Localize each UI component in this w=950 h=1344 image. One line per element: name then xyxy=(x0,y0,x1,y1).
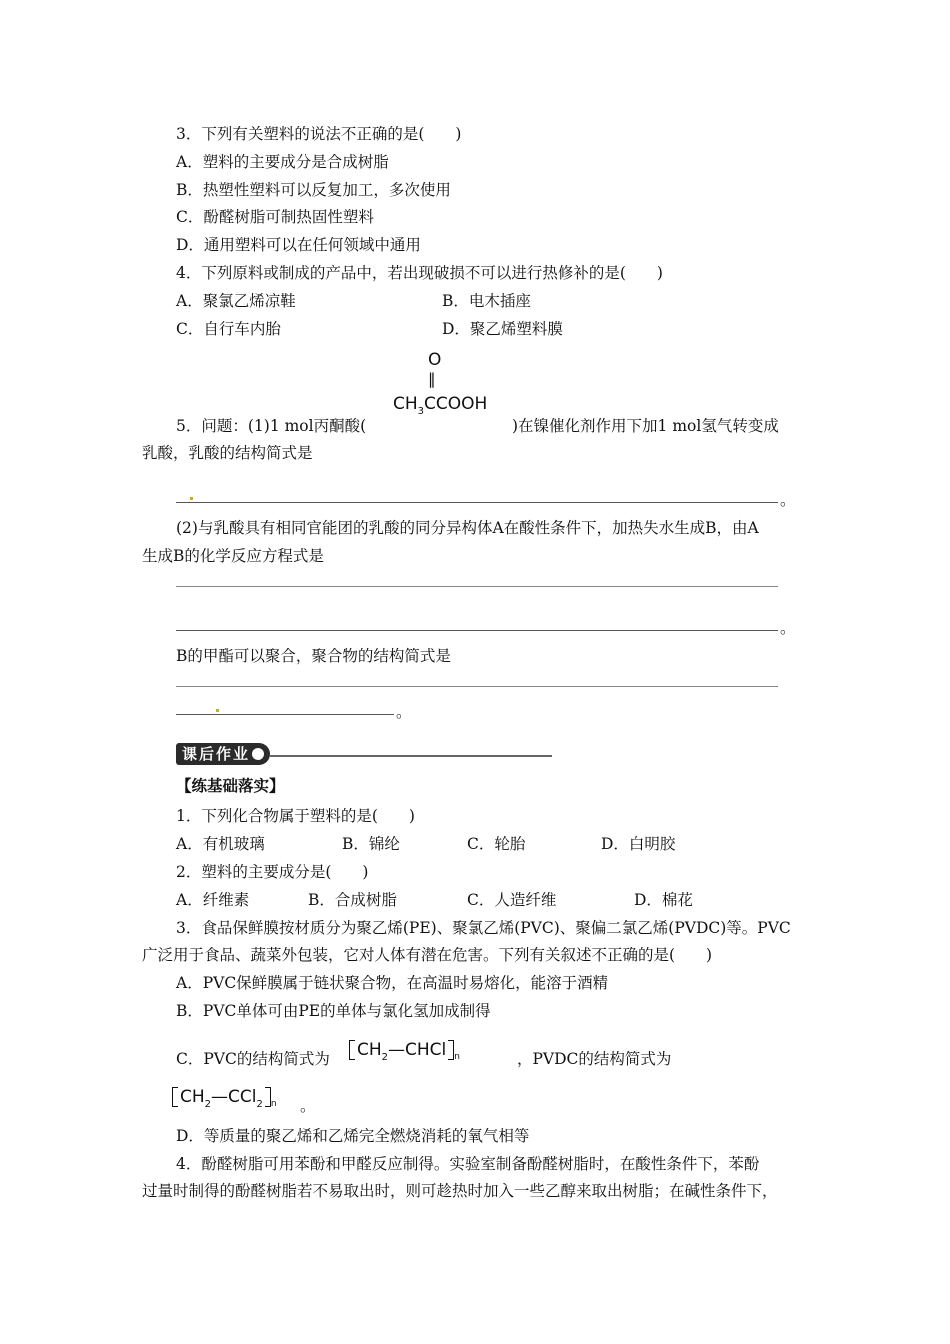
homework-banner-label: 课后作业 xyxy=(182,745,251,763)
bracket-left-icon xyxy=(349,1040,355,1060)
q3-stem: 3．下列有关塑料的说法不正确的是( ) xyxy=(176,125,462,143)
hw-q1-option-a: A．有机玻璃 xyxy=(176,835,265,853)
end-mark: 。 xyxy=(300,1097,316,1115)
answer-line[interactable] xyxy=(176,502,778,503)
hw-q4-line2: 过量时制得的酚醛树脂若不易取出时，则可趁热时加入一些乙醇来取出树脂；在碱性条件下， xyxy=(142,1182,778,1200)
q5-ester-line: B的甲酯可以聚合，聚合物的结构简式是 xyxy=(176,647,451,665)
hw-q2-option-a: A．纤维素 xyxy=(176,891,250,909)
banner-divider xyxy=(270,755,552,757)
answer-line[interactable] xyxy=(176,630,778,631)
hw-q3-option-c-mid: ，PVDC的结构简式为 xyxy=(517,1050,672,1068)
q4-option-d: D．聚乙烯塑料膜 xyxy=(442,320,563,338)
hw-q1-option-c: C．轮胎 xyxy=(467,835,526,853)
bracket-right-icon xyxy=(265,1087,271,1107)
q4-option-a: A．聚氯乙烯凉鞋 xyxy=(176,292,296,310)
mark-dot xyxy=(190,497,193,500)
q4-stem: 4．下列原料或制成的产品中，若出现破损不可以进行热修补的是( ) xyxy=(176,264,663,282)
section-heading: 【练基础落实】 xyxy=(176,776,285,795)
answer-line[interactable] xyxy=(176,714,394,715)
formula-main: $CH_3CCOOH$ xyxy=(393,394,488,417)
hw-q3-option-a: A．PVC保鲜膜属于链状聚合物，在高温时易熔化，能溶于酒精 xyxy=(176,974,609,992)
q4-option-c: C．自行车内胎 xyxy=(176,320,281,338)
hw-q3-option-d: D．等质量的聚乙烯和乙烯完全燃烧消耗的氧气相等 xyxy=(176,1127,530,1145)
q3-option-b: B．热塑性塑料可以反复加工，多次使用 xyxy=(176,181,451,199)
pvc-formula: $CH_2—CHCl$ $_n$ xyxy=(349,1040,460,1060)
q3-option-d: D．通用塑料可以在任何领域中通用 xyxy=(176,236,421,254)
hw-q3-line1: 3．食品保鲜膜按材质分为聚乙烯(PE)、聚氯乙烯(PVC)、聚偏二氯乙烯(PVDC)等。PVC xyxy=(176,919,791,937)
hw-q3-option-b: B．PVC单体可由PE的单体与氯化氢加成制得 xyxy=(176,1002,491,1020)
hw-q4-line1: 4．酚醛树脂可用苯酚和甲醛反应制得。实验室制备酚醛树脂时，在酸性条件下，苯酚 xyxy=(176,1155,760,1173)
hw-q1-option-d: D．白明胶 xyxy=(601,835,676,853)
formula-double-bond: ‖ xyxy=(428,370,436,388)
q5-part2-line2: 生成B的化学反应方程式是 xyxy=(142,547,324,565)
hw-q2-option-d: D．棉花 xyxy=(634,891,693,909)
end-mark: 。 xyxy=(396,703,412,721)
q5-line1-post: )在镍催化剂作用下加1 mol氢气转变成 xyxy=(512,417,779,435)
hw-q2-stem: 2．塑料的主要成分是( ) xyxy=(176,863,369,881)
q5-line2: 乳酸，乳酸的结构简式是 xyxy=(142,444,313,462)
pvdc-formula: $CH_2—CCl_2$ $_n$ xyxy=(172,1087,277,1107)
hw-q3-option-c-pre: C．PVC的结构简式为 xyxy=(176,1050,330,1068)
hw-q1-option-b: B．锦纶 xyxy=(342,835,400,853)
hw-q3-line2: 广泛用于食品、蔬菜外包装，它对人体有潜在危害。下列有关叙述不正确的是( ) xyxy=(142,946,713,964)
q5-line1-pre: 5．问题：(1)1 mol丙酮酸( xyxy=(176,417,367,435)
bracket-left-icon xyxy=(172,1087,178,1107)
answer-line[interactable] xyxy=(176,586,778,587)
banner-dot-icon xyxy=(252,748,264,760)
q4-option-b: B．电木插座 xyxy=(442,292,531,310)
end-mark: 。 xyxy=(780,491,796,509)
q5-part2-line1: (2)与乳酸具有相同官能团的乳酸的同分异构体A在酸性条件下，加热失水生成B，由A xyxy=(176,519,759,537)
hw-q2-option-c: C．人造纤维 xyxy=(467,891,557,909)
hw-q1-stem: 1．下列化合物属于塑料的是( ) xyxy=(176,807,415,825)
hw-q2-option-b: B．合成树脂 xyxy=(308,891,397,909)
homework-banner xyxy=(176,743,270,765)
q3-option-c: C．酚醛树脂可制热固性塑料 xyxy=(176,208,374,226)
formula-oxygen: O xyxy=(428,350,442,370)
q3-option-a: A．塑料的主要成分是合成树脂 xyxy=(176,153,389,171)
answer-line[interactable] xyxy=(176,686,778,687)
mark-dot xyxy=(216,709,219,712)
end-mark: 。 xyxy=(780,619,796,637)
